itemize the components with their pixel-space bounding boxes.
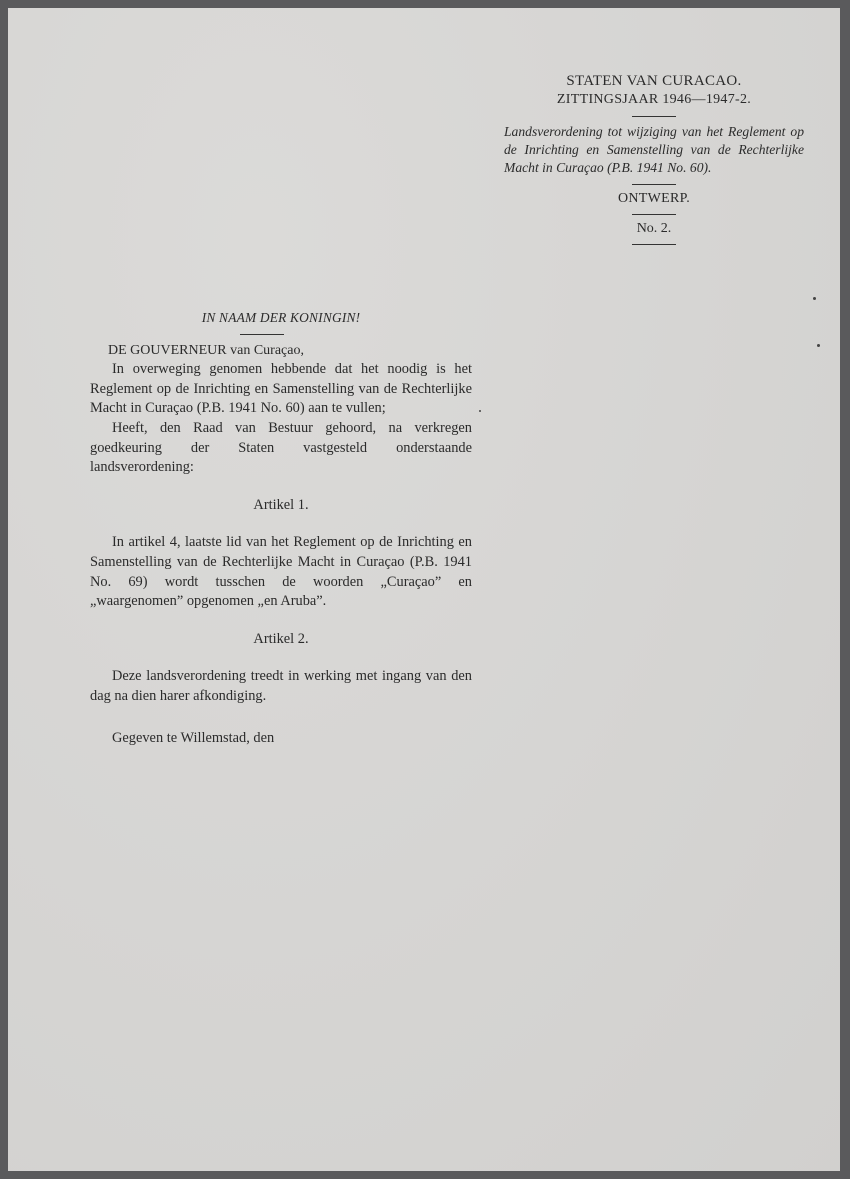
preamble-heading: IN NAAM DER KONINGIN!: [201, 310, 361, 325]
header-session: ZITTINGSJAAR 1946—1947-2.: [556, 92, 752, 107]
document-header: [500, 72, 808, 251]
header-divider: [632, 116, 676, 117]
document-page: [8, 8, 840, 1171]
paper-speck: [817, 344, 820, 347]
header-divider: [632, 184, 676, 185]
preamble-divider: [240, 334, 284, 335]
header-divider: [632, 214, 676, 215]
header-divider: [632, 244, 676, 245]
governor-line: DE GOUVERNEUR van Curaçao,: [108, 342, 304, 358]
paragraph-enactment: Heeft, den Raad van Bestuur gehoord, na verkregen goedkeuring der Staten vastgesteld onderstaande landsverordening:: [90, 419, 472, 476]
document-body: [90, 308, 472, 748]
article-1-title: Artikel 1.: [253, 496, 309, 513]
header-title: STATEN VAN CURACAO.: [566, 73, 742, 89]
closing-line: Gegeven te Willemstad, den: [112, 729, 275, 746]
draft-label: ONTWERP.: [617, 191, 690, 206]
header-subject: Landsverordening tot wijziging van het Reglement op de Inrichting en Samenstelling van de Rechterlijke Macht in Curaçao (P.B. 1941 No. 60).: [504, 124, 804, 175]
paper-speck: [479, 410, 481, 412]
paper-speck: [813, 297, 816, 300]
article-1-text: In artikel 4, laatste lid van het Reglement op de Inrichting en Samenstelling van de Rechterlijke Macht in Curaçao (P.B. 1941 No. 69) wordt tusschen de woorden „Curaçao” en „waargenomen” opgenomen „en Aruba”.: [90, 534, 472, 610]
article-2-text: Deze landsverordening treedt in werking met ingang van den dag na dien harer afkondiging.: [90, 668, 472, 704]
document-number: No. 2.: [636, 221, 672, 236]
article-2-title: Artikel 2.: [253, 630, 309, 647]
paragraph-considering: In overweging genomen hebbende dat het noodig is het Reglement op de Inrichting en Samenstelling van de Rechterlijke Macht in Curaçao (P.B. 1941 No. 60) aan te vullen;: [90, 361, 472, 417]
